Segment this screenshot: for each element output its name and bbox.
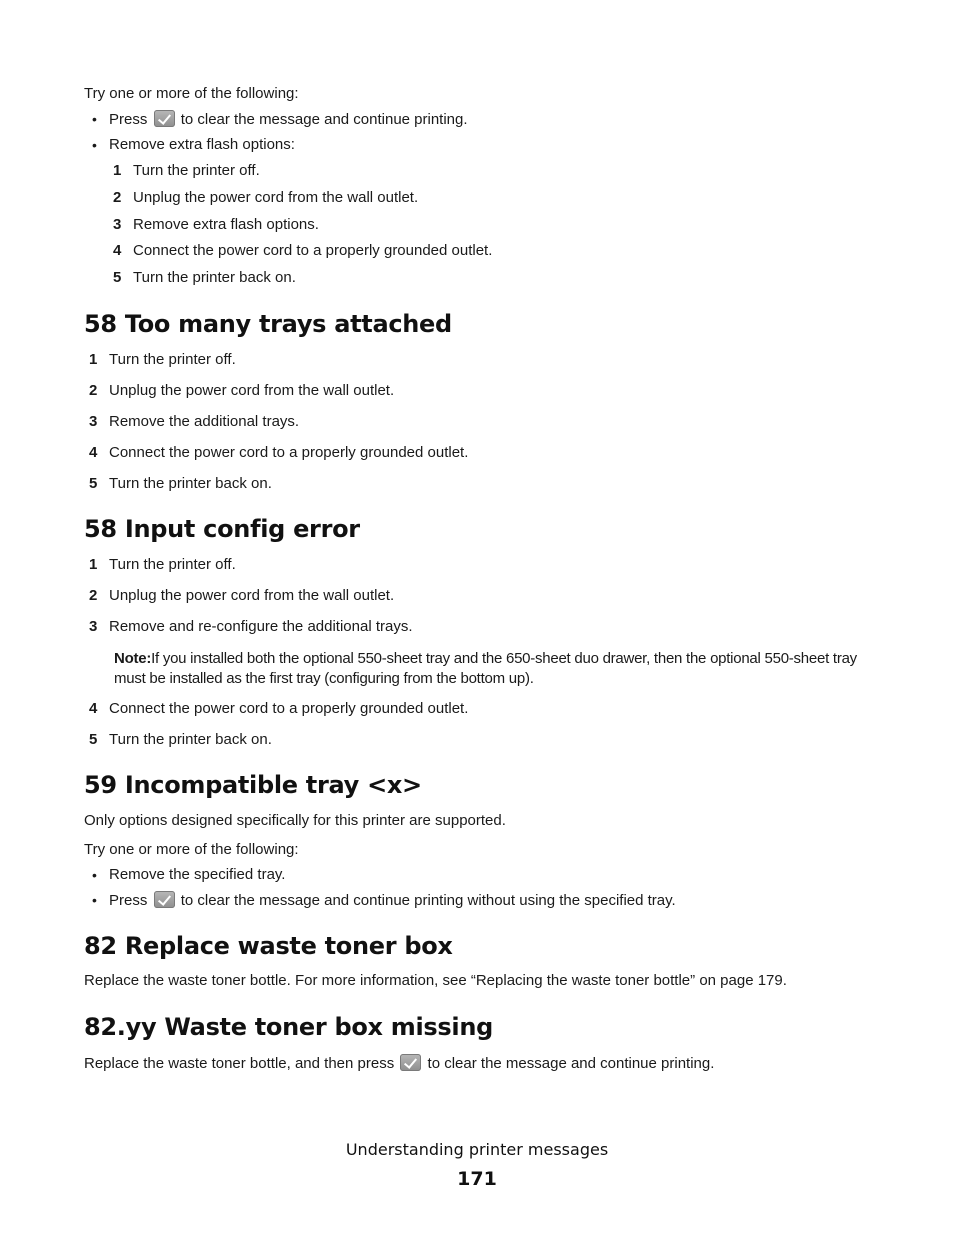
press-label: Press [109,892,148,909]
press-label: Press [109,111,148,128]
bullet-icon: • [92,892,97,908]
section-paragraph: Only options designed specifically for this printer are supported. [84,812,506,829]
step-number: 2 [89,382,98,399]
page-number: 171 [457,1168,497,1190]
step-text: Connect the power cord to a properly grounded outlet. [133,242,493,259]
step-number: 2 [89,587,98,604]
bullet-icon: • [92,867,97,883]
step-number: 1 [113,162,122,179]
note-text: If you installed both the optional 550-sheet tray and the 650-sheet duo drawer, then the optional 550-sheet tray must be installed as the first tray (configuring from the bottom up). [114,650,857,687]
section-heading: 58 Too many trays attached [84,310,452,338]
step-number: 5 [113,269,122,286]
intro-bullet-press [109,110,468,129]
press-after-text: to clear the message and continue printing. [180,111,468,128]
section-heading: 59 Incompatible tray <x> [84,771,422,799]
bullet-press [109,891,676,910]
step-number: 5 [89,475,98,492]
step-number: 3 [89,413,98,430]
intro-lead: Try one or more of the following: [84,85,299,102]
step-number: 4 [113,242,122,259]
footer-title: Understanding printer messages [345,1140,609,1159]
step-text: Unplug the power cord from the wall outlet. [133,189,419,206]
step-text: Turn the printer off. [133,162,260,179]
step-text: Turn the printer off. [109,351,236,368]
step-number: 5 [89,731,98,748]
intro-bullet-remove-flash: Remove extra flash options: [109,136,295,153]
bullet-remove-tray: Remove the specified tray. [109,866,286,883]
bullet-icon: • [92,137,97,153]
step-text: Unplug the power cord from the wall outlet. [109,587,395,604]
step-text: Remove and re-configure the additional trays. [109,618,413,635]
section-heading: 82.yy Waste toner box missing [84,1013,493,1041]
section-heading: 58 Input config error [84,515,360,543]
step-text: Remove the additional trays. [109,413,300,430]
bullet-icon: • [92,111,97,127]
step-number: 3 [113,216,122,233]
press-after-text: to clear the message and continue printing without using the specified tray. [180,892,676,909]
section-lead: Try one or more of the following: [84,841,299,858]
step-text: Unplug the power cord from the wall outlet. [109,382,395,399]
step-number: 3 [89,618,98,635]
step-text: Turn the printer back on. [109,731,272,748]
step-text: Remove extra flash options. [133,216,319,233]
step-text: Turn the printer back on. [133,269,296,286]
checkmark-button-icon [154,110,175,127]
step-text: Connect the power cord to a properly grounded outlet. [109,700,469,717]
section-paragraph [84,1054,714,1073]
step-text: Connect the power cord to a properly grounded outlet. [109,444,469,461]
checkmark-button-icon [154,891,175,908]
para-before: Replace the waste toner bottle, and then press [84,1055,395,1072]
step-number: 4 [89,444,98,461]
section-paragraph: Replace the waste toner bottle. For more information, see “Replacing the waste toner bottle” on page 179. [84,972,787,989]
section-heading: 82 Replace waste toner box [84,932,453,960]
step-text: Turn the printer off. [109,556,236,573]
para-after: to clear the message and continue printing. [427,1055,715,1072]
step-number: 1 [89,556,98,573]
step-number: 1 [89,351,98,368]
checkmark-button-icon [400,1054,421,1071]
step-number: 2 [113,189,122,206]
note-block [114,649,874,689]
step-text: Turn the printer back on. [109,475,272,492]
note-label: Note: [114,650,152,667]
step-number: 4 [89,700,98,717]
